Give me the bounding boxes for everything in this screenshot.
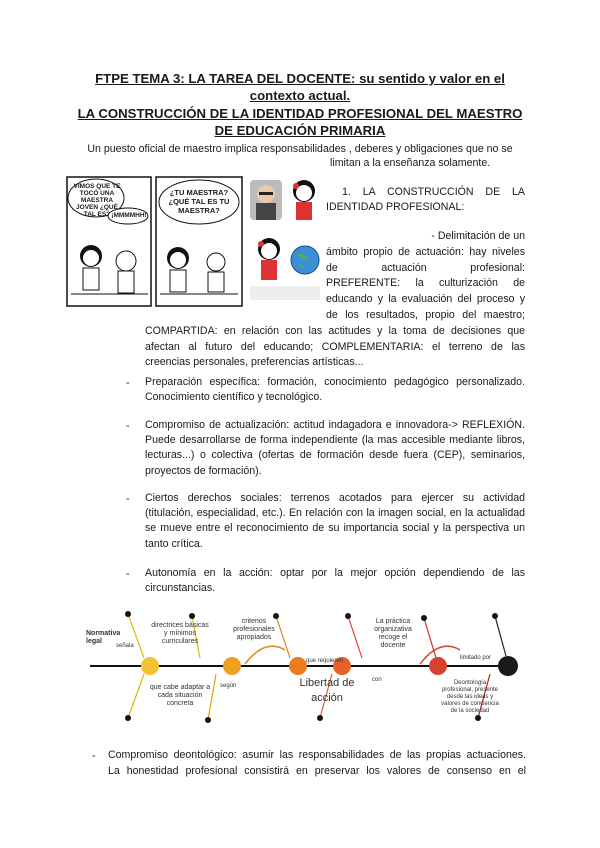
- section1-line2: ámbito propio de actuación: hay niveles: [326, 246, 525, 258]
- title-line-2: contexto actual.: [249, 88, 351, 103]
- section1-line6: de los resultados, propio del maestro;: [326, 309, 525, 321]
- diagram-limitado: limitado por: [460, 655, 492, 661]
- mafalda-figure-1: [287, 178, 321, 220]
- section1-line3: de actuación profesional:: [326, 262, 525, 274]
- diagram-practica: La práctica organizativa recoge el docente: [374, 618, 412, 649]
- diagram-con: con: [372, 677, 382, 683]
- bullet-4: Autonomía en la acción: optar por la mejor opción dependiendo de las circunstancias.: [145, 567, 525, 595]
- globe-icon: [288, 243, 322, 277]
- image-caption: [250, 286, 320, 300]
- comic-bubble-3: ¿TU MAESTRA? ¿QUÉ TAL ES TU MAESTRA?: [168, 188, 230, 215]
- mafalda-figure-2: [252, 236, 286, 282]
- diagram-criterios: criterios profesionales apropiados: [233, 618, 275, 641]
- title-line-3: LA CONSTRUCCIÓN DE LA IDENTIDAD PROFESIONAL DEL MAESTRO: [77, 106, 523, 121]
- last-line-1: Compromiso deontológico: asumir las responsabilidades de las propias actuaciones.: [108, 749, 526, 761]
- section1-line5: educando y la evaluación del proceso y: [326, 293, 525, 305]
- bullet-dash-1: -: [126, 377, 130, 389]
- diagram-directrices: directrices básicas y mínimos curriculares: [151, 622, 209, 645]
- section1-line1: - Delimitación de un: [431, 230, 525, 242]
- title-line-1: FTPE TEMA 3: LA TAREA DEL DOCENTE: su sentido y valor en el: [95, 71, 505, 86]
- title-line-4: DE EDUCACIÓN PRIMARIA: [214, 123, 386, 138]
- section1-heading-line2: IDENTIDAD PROFESIONAL:: [326, 201, 465, 213]
- diagram-requiere: que requieren: [306, 658, 344, 664]
- diagram-libertad: Libertad de acción: [299, 677, 355, 704]
- bullet-3: Ciertos derechos sociales: terrenos acotados para ejercer su actividad (titulación, especialidad, etc.). En relación con la imagen social, en la actualidad se mueve entre el reconocimiento de su importancia social y la perspectiva un tanto crítica.: [145, 492, 525, 550]
- section1-line8: afectan al futuro del educando; COMPLEMENTARIA: el terreno de las: [145, 341, 525, 353]
- last-line-2: La honestidad profesional consistirá en preservar los valores de consenso en el: [108, 765, 526, 777]
- section1-heading-line1: 1. LA CONSTRUCCIÓN DE LA: [342, 186, 525, 198]
- diagram-deontologia: Deontología profesional, presente desde las ideas y valores de conciencia de la sociedad: [441, 680, 499, 714]
- bullet-dash-4: -: [126, 568, 130, 580]
- fishbone-diagram: [80, 604, 530, 732]
- mafalda-comic: [66, 176, 244, 307]
- diagram-segun: según: [220, 683, 237, 689]
- bullet-dash-3: -: [126, 493, 130, 505]
- comic-bubble-1: VIMOS QUE TE TOCÓ UNA MAESTRA JOVEN ¿QUÉ TAL ES?: [73, 183, 121, 218]
- comic-bubble-2: ¡MMMMHH!: [111, 212, 147, 219]
- section1-line9: creencias personales, preferencias artísticas...: [145, 356, 364, 368]
- intro-line-1: Un puesto oficial de maestro implica responsabilidades , deberes y obligaciones que no se: [87, 143, 513, 155]
- bullet-2: Compromiso de actualización: actitud indagadora e innovadora-> REFLEXIÓN. Puede desarrollarse de forma independiente (la mas accesible mediante libros, lecturas...) o colectiva (ofertas de formación desde fuera (CEP), seminarios, proyectos de formación).: [145, 419, 525, 477]
- intro-line-2: limitan a la enseñanza solamente.: [330, 157, 491, 169]
- diagram-normativa: Normativa legal: [86, 630, 121, 645]
- section1-line4: PREFERENTE: la culturización de: [326, 277, 525, 289]
- bullet-1: Preparación específica: formación, conocimiento pedagógico personalizado. Conocimiento científico y tecnológico.: [145, 376, 525, 404]
- section1-line7: COMPARTIDA: en relación con las actitudes y la toma de decisiones que: [145, 325, 525, 337]
- diagram-sobre: señala: [116, 643, 134, 649]
- bullet-dash-5: -: [92, 750, 96, 762]
- diagram-cabe: que cabe adaptar a cada situación concreta: [149, 684, 211, 707]
- author-photo: [250, 180, 282, 220]
- bullet-dash-2: -: [126, 420, 130, 432]
